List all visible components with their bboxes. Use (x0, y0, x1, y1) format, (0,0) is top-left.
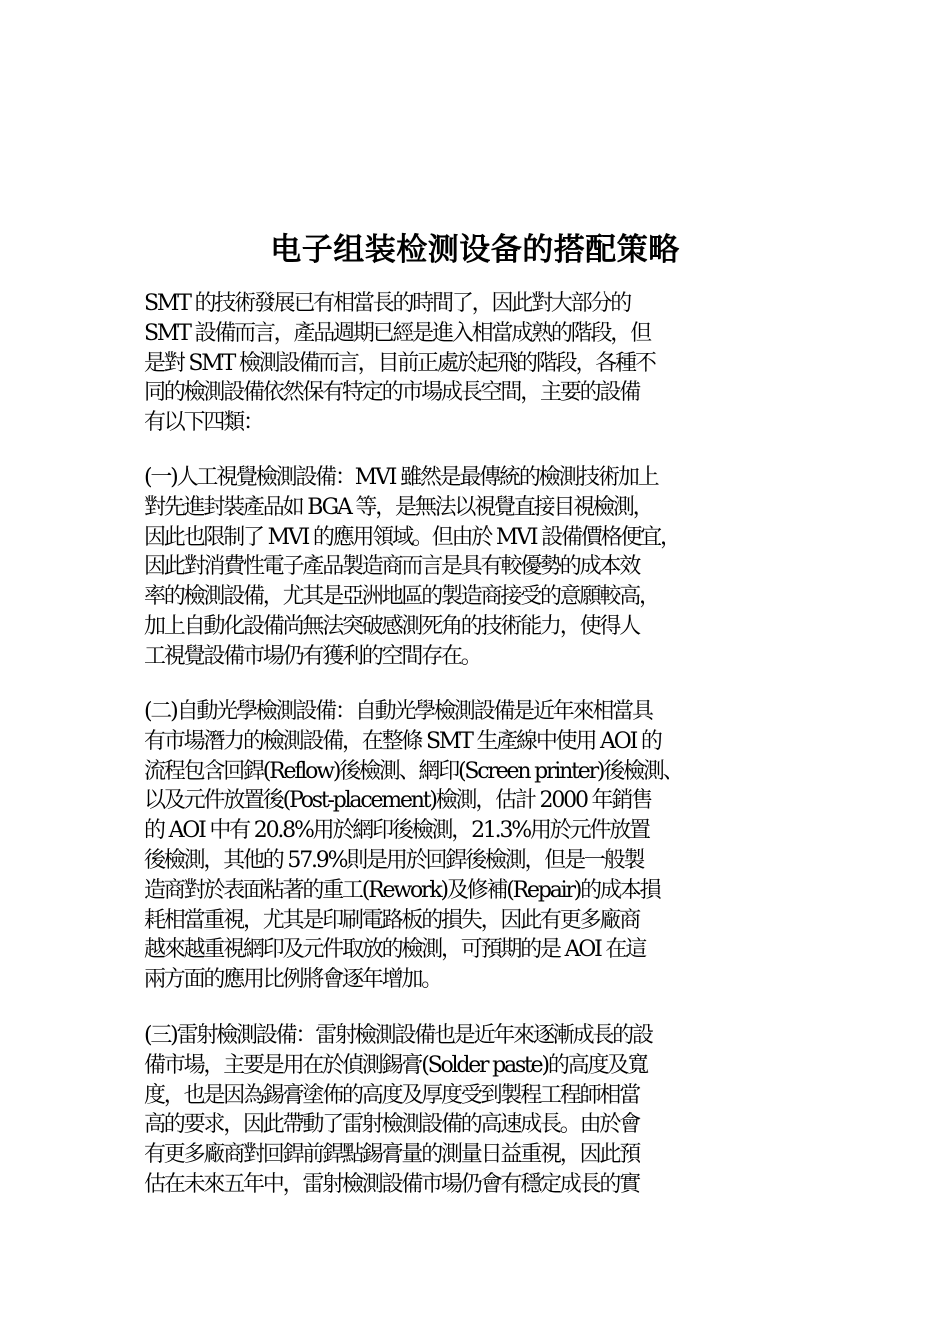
document-title: 电子组装检测设备的搭配策略 (270, 232, 680, 268)
paragraph-line: 有更多廠商對回銲前銲點錫膏量的測量日益重視，因此預 (144, 1142, 640, 1168)
paragraph-line: 備市場，主要是用在於偵測錫膏(Solder paste)的高度及寬 (144, 1052, 647, 1078)
paragraph-line: 度，也是因為錫膏塗佈的高度及厚度受到製程工程師相當 (144, 1082, 640, 1108)
paragraph-line: (三)雷射檢測設備：雷射檢測設備也是近年來逐漸成長的設 (144, 1023, 652, 1048)
paragraph-line: 對先進封裝產品如 BGA 等，是無法以視覺直接目視檢測， (144, 494, 653, 520)
paragraph-intro (144, 289, 824, 438)
paragraph-line: 率的檢測設備，尤其是亞洲地區的製造商接受的意願較高， (144, 584, 659, 610)
paragraph-line: 工視覺設備市場仍有獲利的空間存在。 (144, 643, 481, 669)
paragraph-line: SMT 的技術發展已有相當長的時間了，因此對大部分的 (144, 291, 631, 316)
paragraph-line: 以及元件放置後(Post-placement)檢測，估計 2000 年銷售 (144, 788, 651, 814)
paragraph-line: 因此對消費性電子產品製造商而言是具有較優勢的成本效 (144, 554, 640, 580)
paragraph-line: 流程包含回銲(Reflow)後檢測、網印(Screen printer)後檢測、 (144, 758, 683, 784)
paragraph-line: 是對 SMT 檢測設備而言，目前正處於起飛的階段，各種不 (144, 350, 655, 376)
paragraph-line: 造商對於表面粘著的重工(Rework)及修補(Repair)的成本損 (144, 877, 660, 903)
paragraph-line: (二)自動光學檢測設備：自動光學檢測設備是近年來相當具 (144, 699, 652, 724)
paragraph-line: 越來越重視網印及元件取放的檢測，可預期的是 AOI 在這 (144, 937, 646, 963)
paragraph-line: 有以下四類： (144, 410, 263, 436)
paragraph-line: 兩方面的應用比例將會逐年增加。 (144, 967, 442, 993)
paragraph-line: 的 AOI 中有 20.8%用於網印後檢測，21.3%用於元件放置 (144, 818, 649, 844)
paragraph-line: 估在未來五年中，雷射檢測設備市場仍會有穩定成長的實 (144, 1171, 640, 1197)
paragraph-line: 同的檢測設備依然保有特定的市場成長空間，主要的設備 (144, 380, 640, 406)
paragraph-line: SMT 設備而言，產品週期已經是進入相當成熟的階段，但 (144, 320, 650, 346)
paragraph-line: 加上自動化設備尚無法突破感測死角的技術能力，使得人 (144, 613, 640, 639)
paragraph-line: 高的要求，因此帶動了雷射檢測設備的高速成長。由於會 (144, 1112, 640, 1138)
paragraph-line: 耗相當重視，尤其是印刷電路板的損失，因此有更多廠商 (144, 907, 640, 933)
paragraph-manual-visual-inspection (144, 463, 824, 672)
paragraph-automated-optical-inspection (144, 697, 824, 995)
paragraph-line: 後檢測，其他的 57.9%則是用於回銲後檢測，但是一般製 (144, 847, 644, 873)
paragraph-line: (一)人工視覺檢測設備：MVI 雖然是最傳統的檢測技術加上 (144, 465, 658, 490)
paragraph-line: 因此也限制了 MVI 的應用領域。但由於 MVI 設備價格便宜， (144, 524, 680, 550)
paragraph-laser-inspection (144, 1021, 824, 1200)
paragraph-line: 有市場潛力的檢測設備，在整條 SMT 生產線中使用 AOI 的 (144, 728, 661, 754)
